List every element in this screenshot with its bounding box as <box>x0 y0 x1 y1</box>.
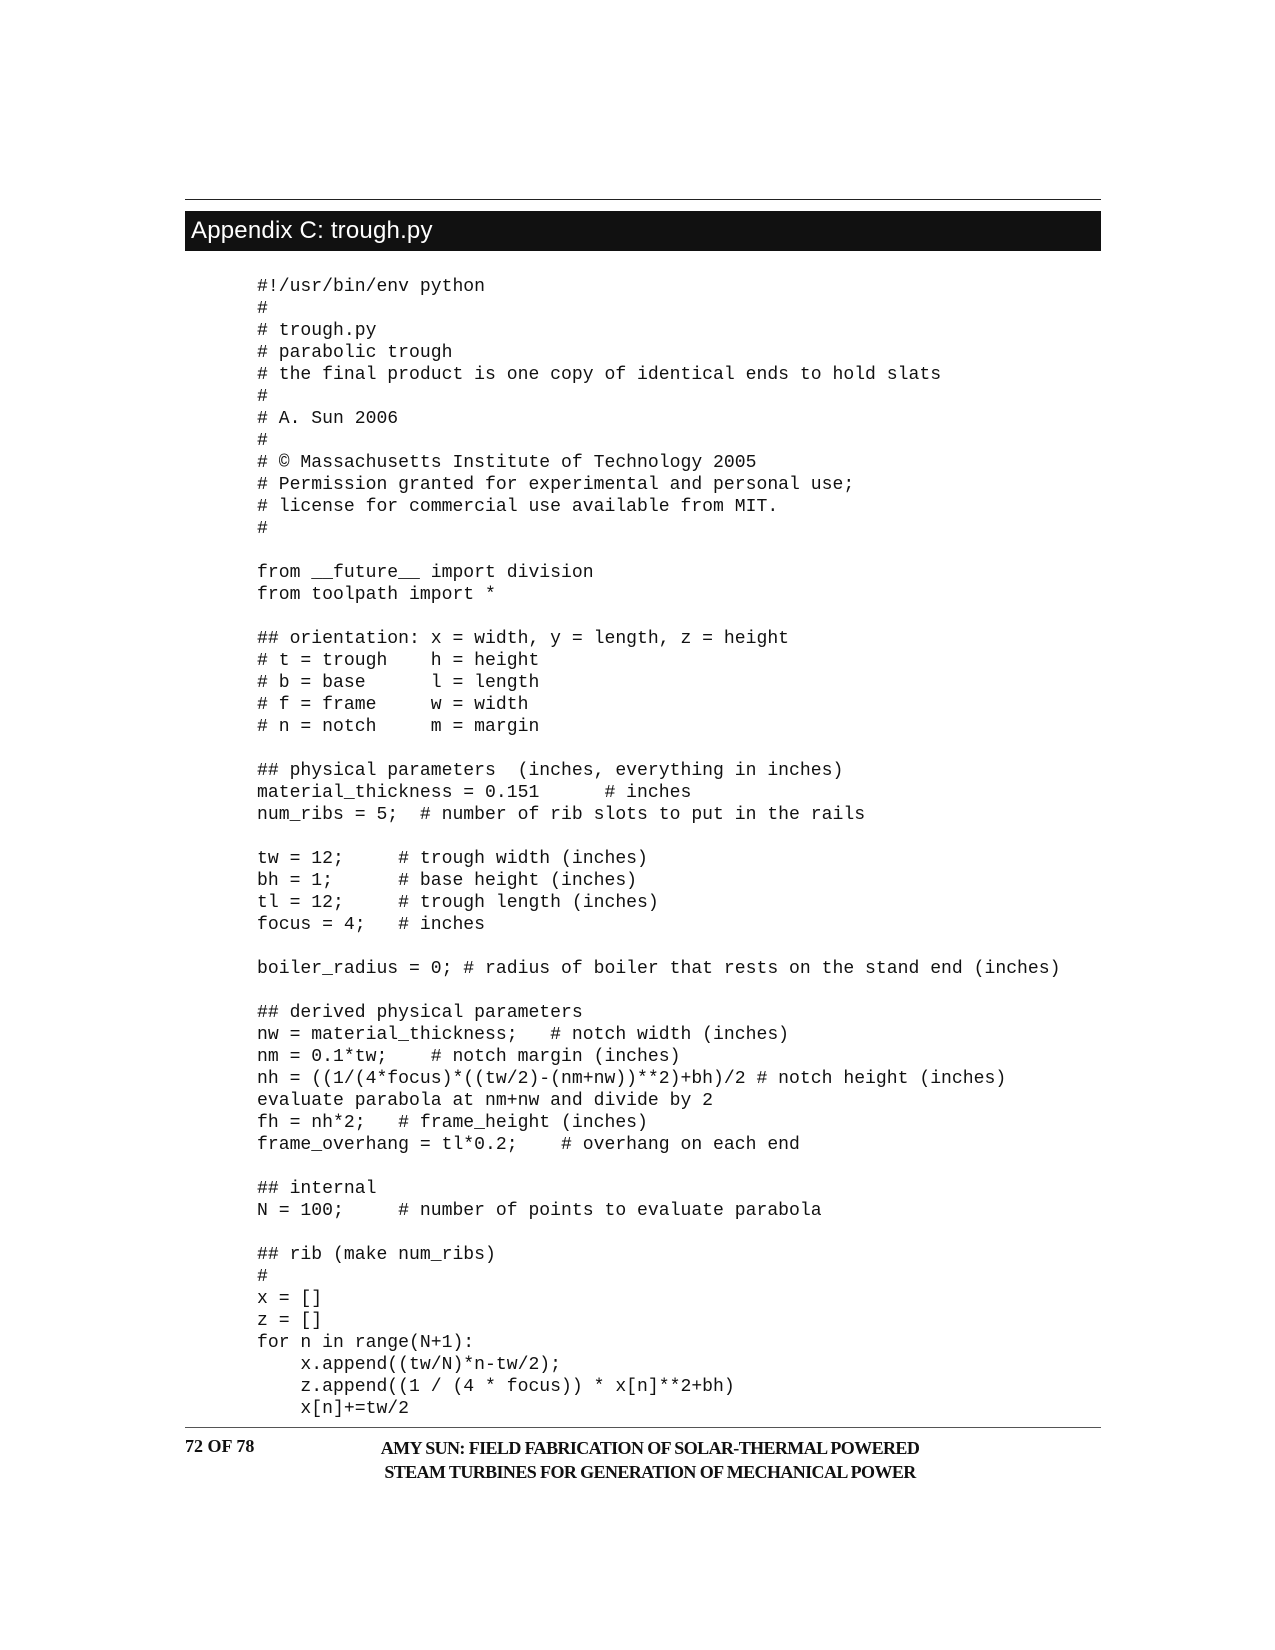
code-line <box>257 738 1061 760</box>
code-line: # trough.py <box>257 321 377 341</box>
code-line: from toolpath import * <box>257 585 496 605</box>
code-line: # f = frame w = width <box>257 695 529 715</box>
code-line: frame_overhang = tl*0.2; # overhang on each end <box>257 1135 800 1155</box>
code-line: # © Massachusetts Institute of Technology 2005 <box>257 453 757 473</box>
code-line: # <box>257 519 268 539</box>
code-line <box>257 1156 1061 1178</box>
code-line <box>257 936 1061 958</box>
footer-rule <box>185 1427 1101 1428</box>
code-line: # <box>257 299 268 319</box>
code-line <box>257 980 1061 1002</box>
running-footer-title <box>300 1436 1000 1484</box>
code-line: tw = 12; # trough width (inches) <box>257 849 648 869</box>
footer-title-line-1: AMY SUN: FIELD FABRICATION OF SOLAR-THERMAL POWERED <box>380 1438 920 1458</box>
code-line: #!/usr/bin/env python <box>257 277 486 297</box>
code-line: ## internal <box>257 1179 377 1199</box>
code-line: x[n]+=tw/2 <box>257 1399 410 1419</box>
code-line: # Permission granted for experimental and personal use; <box>257 475 855 495</box>
code-line: fh = nh*2; # frame_height (inches) <box>257 1113 648 1133</box>
code-line: ## rib (make num_ribs) <box>257 1245 496 1265</box>
appendix-title-bar <box>185 211 1101 251</box>
code-line <box>257 826 1061 848</box>
code-line: N = 100; # number of points to evaluate parabola <box>257 1201 822 1221</box>
header-rule <box>185 199 1101 200</box>
code-line: # <box>257 387 268 407</box>
code-line: # b = base l = length <box>257 673 540 693</box>
code-listing <box>257 276 1061 1420</box>
code-line: evaluate parabola at nm+nw and divide by 2 <box>257 1091 714 1111</box>
code-line: # the final product is one copy of identical ends to hold slats <box>257 365 942 385</box>
code-line: # <box>257 431 268 451</box>
code-line: ## orientation: x = width, y = length, z = height <box>257 629 790 649</box>
code-line: # n = notch m = margin <box>257 717 540 737</box>
code-line: ## derived physical parameters <box>257 1003 583 1023</box>
code-line: # <box>257 1267 268 1287</box>
page-number: 72 OF 78 <box>185 1436 255 1456</box>
appendix-title: Appendix C: trough.py <box>191 217 433 244</box>
code-line: material_thickness = 0.151 # inches <box>257 783 692 803</box>
code-line: num_ribs = 5; # number of rib slots to put in the rails <box>257 805 866 825</box>
code-line: z = [] <box>257 1311 323 1331</box>
code-line: bh = 1; # base height (inches) <box>257 871 638 891</box>
code-line: focus = 4; # inches <box>257 915 486 935</box>
code-line <box>257 606 1061 628</box>
code-line: # parabolic trough <box>257 343 453 363</box>
footer-title-line-2: STEAM TURBINES FOR GENERATION OF MECHANICAL POWER <box>384 1462 916 1482</box>
code-line: x = [] <box>257 1289 323 1309</box>
code-line: from __future__ import division <box>257 563 594 583</box>
code-line: for n in range(N+1): <box>257 1333 475 1353</box>
code-line: # A. Sun 2006 <box>257 409 399 429</box>
code-line: boiler_radius = 0; # radius of boiler that rests on the stand end (inches) <box>257 959 1061 979</box>
code-line: z.append((1 / (4 * focus)) * x[n]**2+bh) <box>257 1377 735 1397</box>
code-line: # t = trough h = height <box>257 651 540 671</box>
code-line <box>257 540 1061 562</box>
code-line: nw = material_thickness; # notch width (inches) <box>257 1025 790 1045</box>
code-line: nm = 0.1*tw; # notch margin (inches) <box>257 1047 681 1067</box>
code-line: x.append((tw/N)*n-tw/2); <box>257 1355 562 1375</box>
code-line: # license for commercial use available from MIT. <box>257 497 779 517</box>
code-line: nh = ((1/(4*focus)*((tw/2)-(nm+nw))**2)+bh)/2 # notch height (inches) <box>257 1069 1007 1089</box>
code-line <box>257 1222 1061 1244</box>
code-line: tl = 12; # trough length (inches) <box>257 893 659 913</box>
code-line: ## physical parameters (inches, everything in inches) <box>257 761 844 781</box>
